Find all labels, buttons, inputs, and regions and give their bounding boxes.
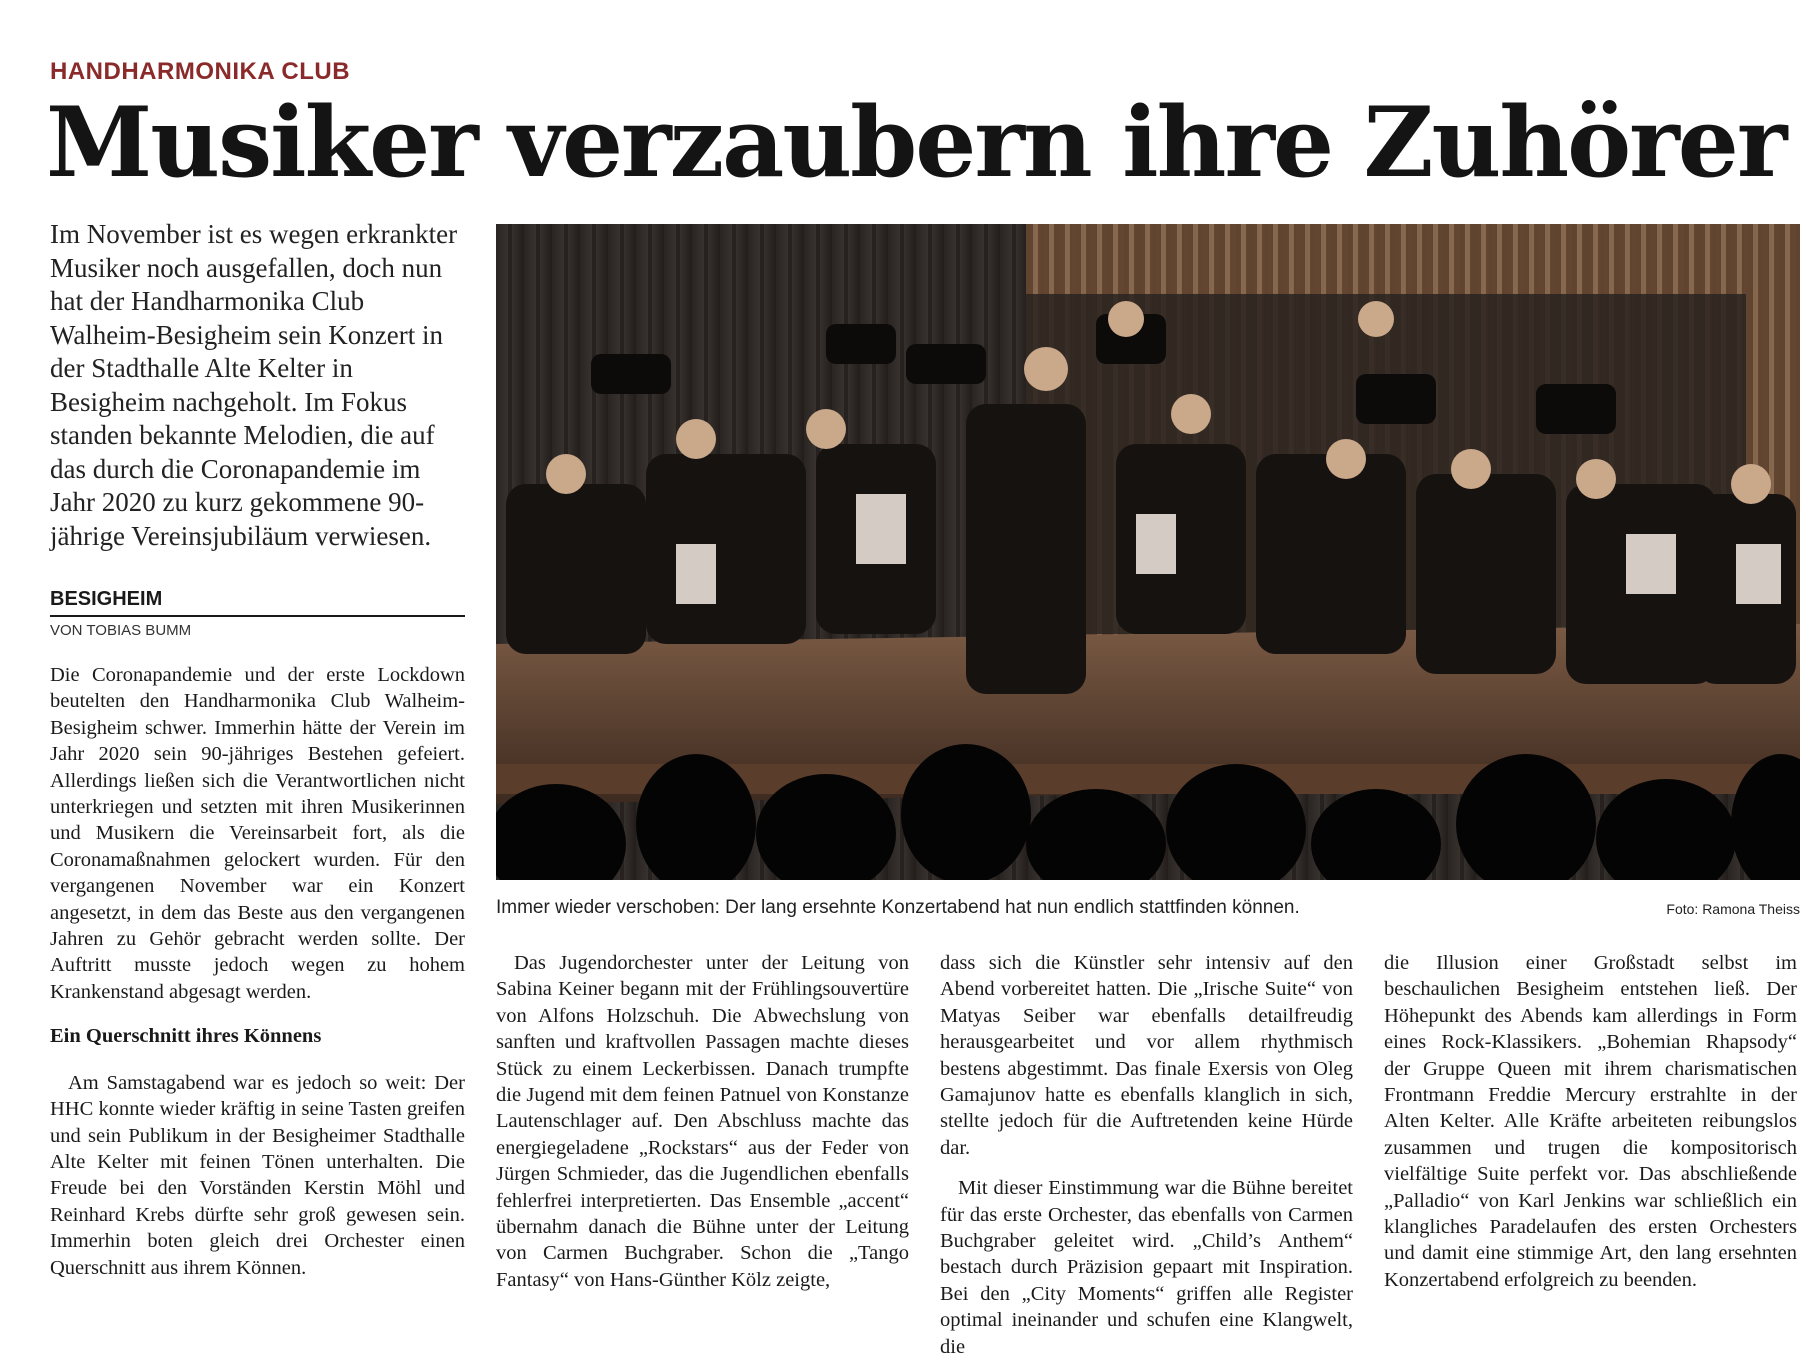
section-kicker: HANDHARMONIKA CLUB	[50, 58, 351, 85]
lead-paragraph	[50, 218, 465, 553]
text-column-3	[940, 950, 1353, 1360]
subheading: Ein Querschnitt ihres Könnens	[50, 1025, 322, 1048]
photo-caption: Immer wieder verschoben: Der lang ersehnte Konzertabend hat nun endlich stattfinden können.	[496, 897, 1300, 918]
text-column-4	[1384, 950, 1797, 1293]
lead-text: Im November ist es wegen erkrankter Musiker noch ausgefallen, doch nun hat der Handharmonika Club Walheim-Besigheim sein Konzert in der Stadthalle Alte Kelter in Besigheim nachgeholt. Im Fokus standen bekannte Melodien, die auf das durch die Coronapandemie im Jahr 2020 zu kurz gekommene 90-jährige Vereinsjubiläum verwiesen.	[50, 219, 458, 551]
paragraph: Das Jugendorchester unter der Leitung von Sabina Keiner begann mit der Frühlingsouvertüre von Alfons Holzschuh. Die Abwechslung von sanften und kraftvollen Passagen machte dieses Stück zu einem Leckerbissen. Danach trumpfte die Jugend mit dem feinen Patnuel von Konstanze Lautenschlager auf. Den Abschluss machte das energiegeladene „Rockstars“ aus der Feder von Jürgen Schmieder, das die Jugendlichen ebenfalls fehlerfrei interpretierten. Das Ensemble „accent“ übernahm danach die Bühne unter der Leitung von Carmen Buchgraber. Schon die „Tango Fantasy“ von Hans-Günther Kölz zeigte,	[496, 952, 909, 1291]
dateline: BESIGHEIM	[50, 588, 465, 617]
paragraph: Die Coronapandemie und der erste Lockdown beutelten den Handharmonika Club Walheim-Besigheim schwer. Immerhin hätte der Verein im Jahr 2020 sein 90-jähriges Bestehen gefeiert. Allerdings ließen sich die Verantwortlichen nicht unterkriegen und setzten mit ihren Musikerinnen und Musikern die Vereinsarbeit fort, als die Coronamaßnahmen gelockert wurden. Für den vergangenen November war ein Konzert angesetzt, in dem das Beste aus den vergangenen Jahren zu Gehör gebracht werden sollte. Der Auftritt musste jedoch wegen zu hohem Krankenstand abgesagt werden.	[50, 664, 465, 1003]
byline: VON TOBIAS BUMM	[50, 622, 192, 639]
headline: Musiker verzaubern ihre Zuhörer	[46, 86, 1786, 199]
concert-photo	[496, 224, 1800, 880]
paragraph: Am Samstagabend war es jedoch so weit: Der HHC konnte wieder kräftig in seine Tasten greifen und sein Publikum in der Besigheimer Stadthalle Alte Kelter mit feinen Tönen unterhalten. Die Freude bei den Vorständen Kerstin Möhl und Reinhard Krebs dürfte sehr groß gewesen sein. Immerhin boten gleich drei Orchester einen Querschnitt aus ihrem Können.	[50, 1071, 465, 1279]
paragraph: Mit dieser Einstimmung war die Bühne bereitet für das erste Orchester, das ebenfalls von Carmen Buchgraber geleitet wird. „Child’s Anthem“ bestach durch Präzision gepaart mit Inspiration. Bei den „City Moments“ griffen alle Register optimal ineinander und schufen eine Klangwelt, die	[940, 1177, 1353, 1358]
paragraph: dass sich die Künstler sehr intensiv auf den Abend vorbereitet hatten. Die „Irische Suite“ von Matyas Seiber war ebenfalls detailfreudig herausgearbeitet und vor allem rhythmisch bestens abgestimmt. Das finale Exersis von Oleg Gamajunov hatte es ebenfalls klanglich in sich, stellte jedoch für die Auftretenden keine Hürde dar.	[940, 952, 1353, 1159]
paragraph: die Illusion einer Großstadt selbst im beschaulichen Besigheim entstehen ließ. Der Höhepunkt des Abends kam allerdings in Form eines Rock-Klassikers. „Bohemian Rhapsody“ der Gruppe Queen mit ihrem charismatischen Frontmann Freddie Mercury erstrahlte in der Alten Kelter. Alle Kräfte arbeiteten reibungslos zusammen und trugen die kompositorisch vielfältige Suite perfekt vor. Das abschließende „Palladio“ von Karl Jenkins war schließlich ein klangliches Paradelaufen des ersten Orchesters und damit eine stimmige Art, den lang ersehnten Konzertabend erfolgreich zu beenden.	[1384, 952, 1797, 1291]
accordion-orchestra-image	[496, 224, 1800, 880]
photo-credit: Foto: Ramona Theiss	[1666, 901, 1800, 917]
text-column-1	[50, 662, 465, 1281]
text-column-2	[496, 950, 909, 1293]
